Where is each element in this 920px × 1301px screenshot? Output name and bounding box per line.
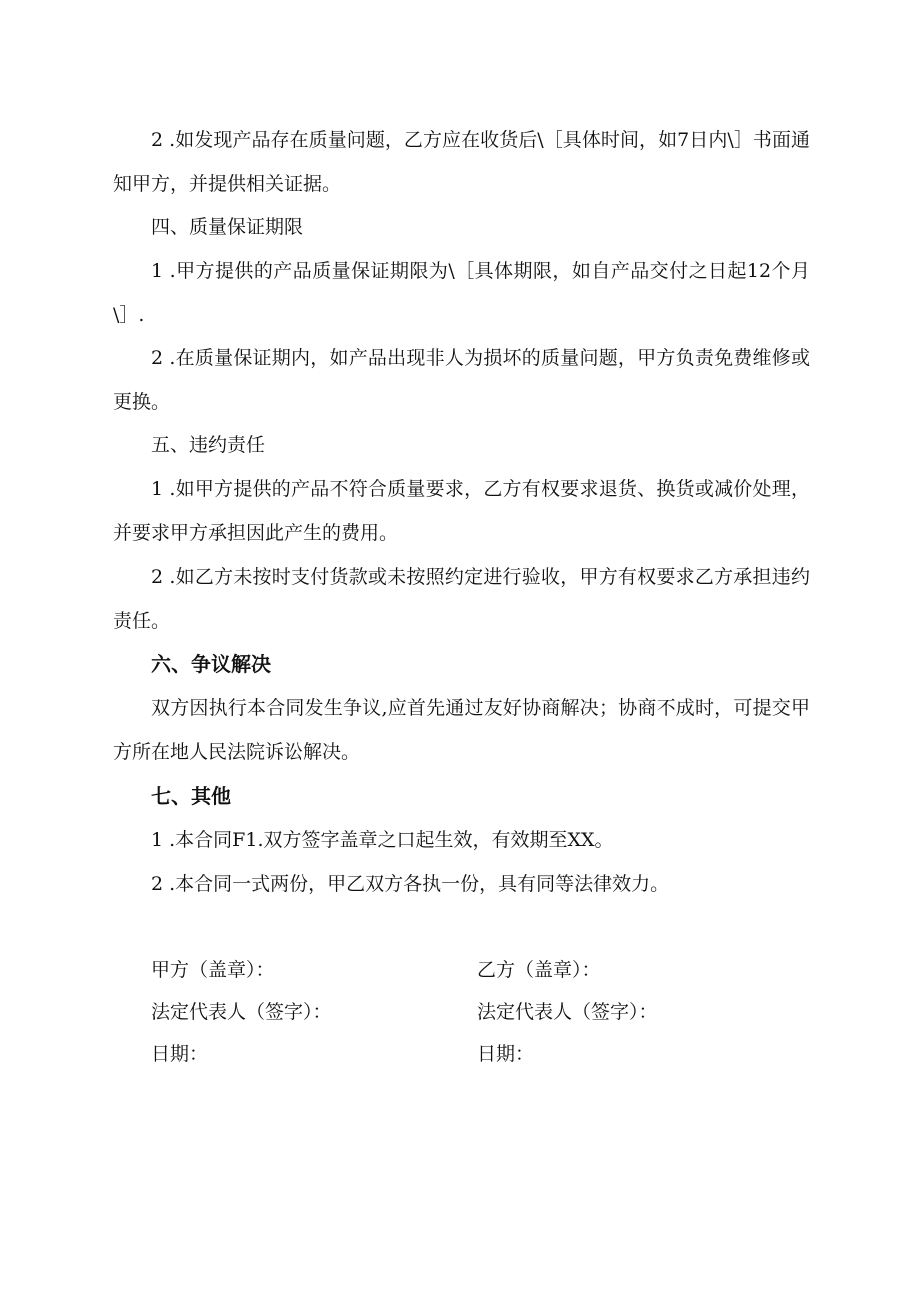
- dispute-heading: 六、争议解决: [151, 652, 271, 676]
- breach-clause-2: 2 .如乙方未按时支付货款或未按照约定进行验收，甲方有权要求乙方承担违约责任。: [113, 566, 810, 632]
- warranty-heading: 四、质量保证期限: [151, 216, 304, 238]
- signature-date-row: [151, 1034, 801, 1074]
- party-a-rep-label: 法定代表人（签字）：: [151, 1001, 332, 1023]
- party-b-rep-label: 法定代表人（签字）：: [477, 1001, 658, 1023]
- dispute-clause: 双方因执行本合同发生争议,应首先通过友好协商解决；协商不成时，可提交甲方所在地人民法院诉讼解决。: [113, 697, 810, 763]
- warranty-clause-2: 2 .在质量保证期内，如产品出现非人为损坏的质量问题，甲方负责免费维修或更换。: [113, 347, 810, 413]
- breach-heading: 五、违约责任: [151, 434, 266, 456]
- party-a-seal-label: 甲方（盖章）：: [151, 959, 275, 981]
- other-clause-2: 2 .本合同一式两份，甲乙双方各执一份，具有同等法律效力。: [151, 873, 670, 895]
- party-a-date-label: 日期：: [151, 1043, 209, 1065]
- party-b-seal-label: 乙方（盖章）：: [477, 959, 601, 981]
- other-heading: 七、其他: [151, 784, 231, 808]
- warranty-clause-1: 1 .甲方提供的产品质量保证期限为\［具体期限，如自产品交付之日起12个月\］.: [113, 260, 810, 326]
- quality-notice-clause: 2 .如发现产品存在质量问题，乙方应在收货后\［具体时间，如7日内\］书面通知甲方，并提供相关证据。: [113, 129, 810, 195]
- party-b-date-label: 日期：: [477, 1043, 535, 1065]
- signature-seal-row: [151, 950, 801, 990]
- breach-clause-1: 1 .如甲方提供的产品不符合质量要求，乙方有权要求退货、换货或减价处理，并要求甲方承担因此产生的费用。: [113, 478, 810, 544]
- other-clause-1: 1 .本合同F1.双方签字盖章之口起生效，有效期至XX。: [151, 829, 614, 851]
- signature-rep-row: [151, 992, 801, 1032]
